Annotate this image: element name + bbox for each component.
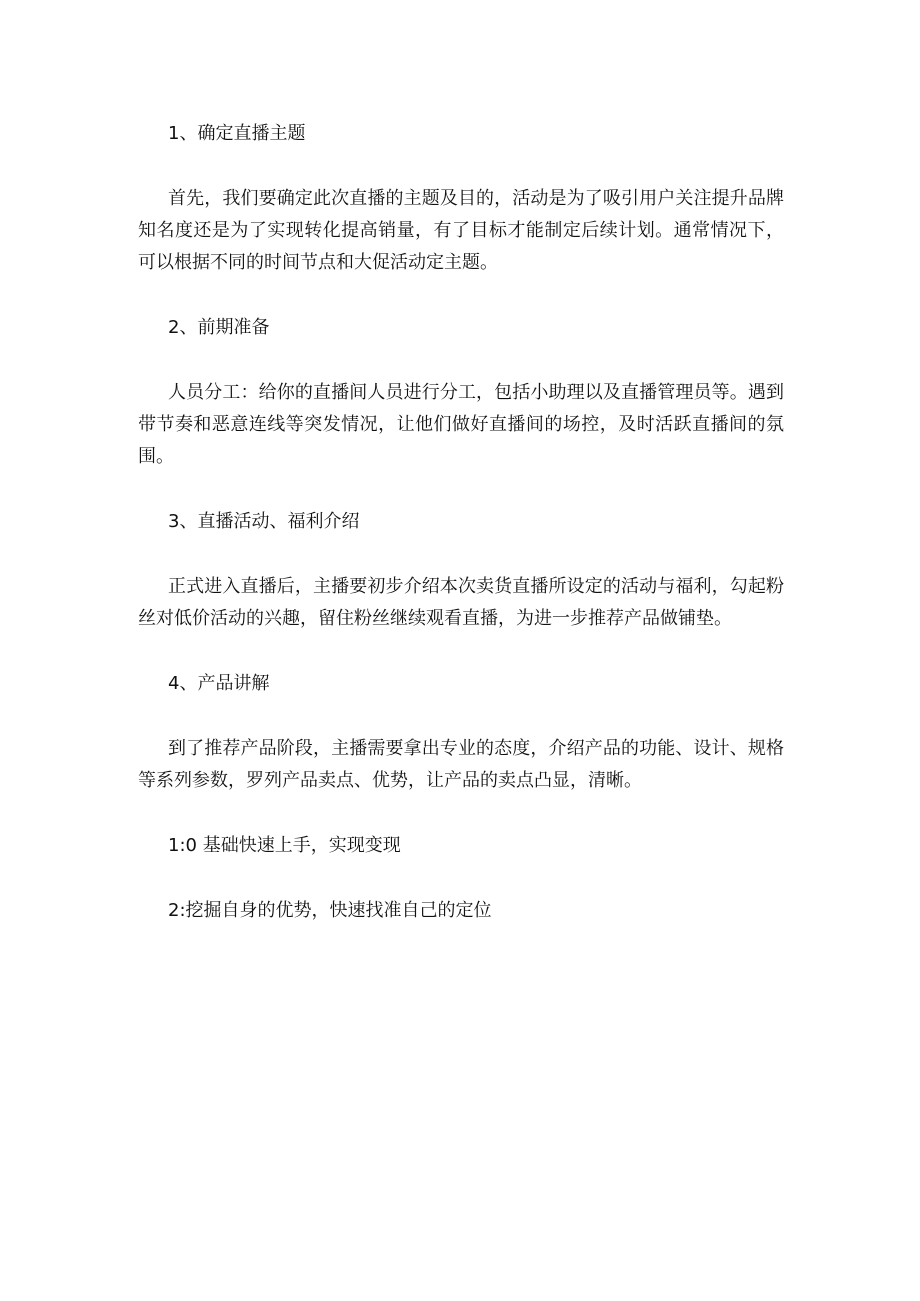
section-paragraph-1: 首先，我们要确定此次直播的主题及目的，活动是为了吸引用户关注提升品牌知名度还是为了实现转化提高销量，有了目标才能制定后续计划。通常情况下，可以根据不同的时间节点和大促活动定主题。 (138, 188, 784, 273)
section-paragraph-4: 到了推荐产品阶段，主播需要拿出专业的态度，介绍产品的功能、设计、规格等系列参数，罗列产品卖点、优势，让产品的卖点凸显，清晰。 (138, 738, 784, 791)
section-paragraph-2: 人员分工：给你的直播间人员进行分工，包括小助理以及直播管理员等。遇到带节奏和恶意连线等突发情况，让他们做好直播间的场控，及时活跃直播间的氛围。 (138, 382, 784, 467)
section-heading-4: 4、产品讲解 (168, 673, 270, 694)
section-heading-3: 3、直播活动、福利介绍 (168, 511, 360, 532)
point-item-2: 2:挖掘自身的优势，快速找准自己的定位 (168, 900, 492, 921)
point-item-1: 1:0 基础快速上手，实现变现 (168, 835, 401, 856)
section-heading-2: 2、前期准备 (168, 317, 270, 338)
section-paragraph-3: 正式进入直播后，主播要初步介绍本次卖货直播所设定的活动与福利，勾起粉丝对低价活动的兴趣，留住粉丝继续观看直播，为进一步推荐产品做铺垫。 (138, 576, 784, 629)
document-body (138, 118, 784, 960)
section-heading-1: 1、确定直播主题 (168, 123, 306, 144)
